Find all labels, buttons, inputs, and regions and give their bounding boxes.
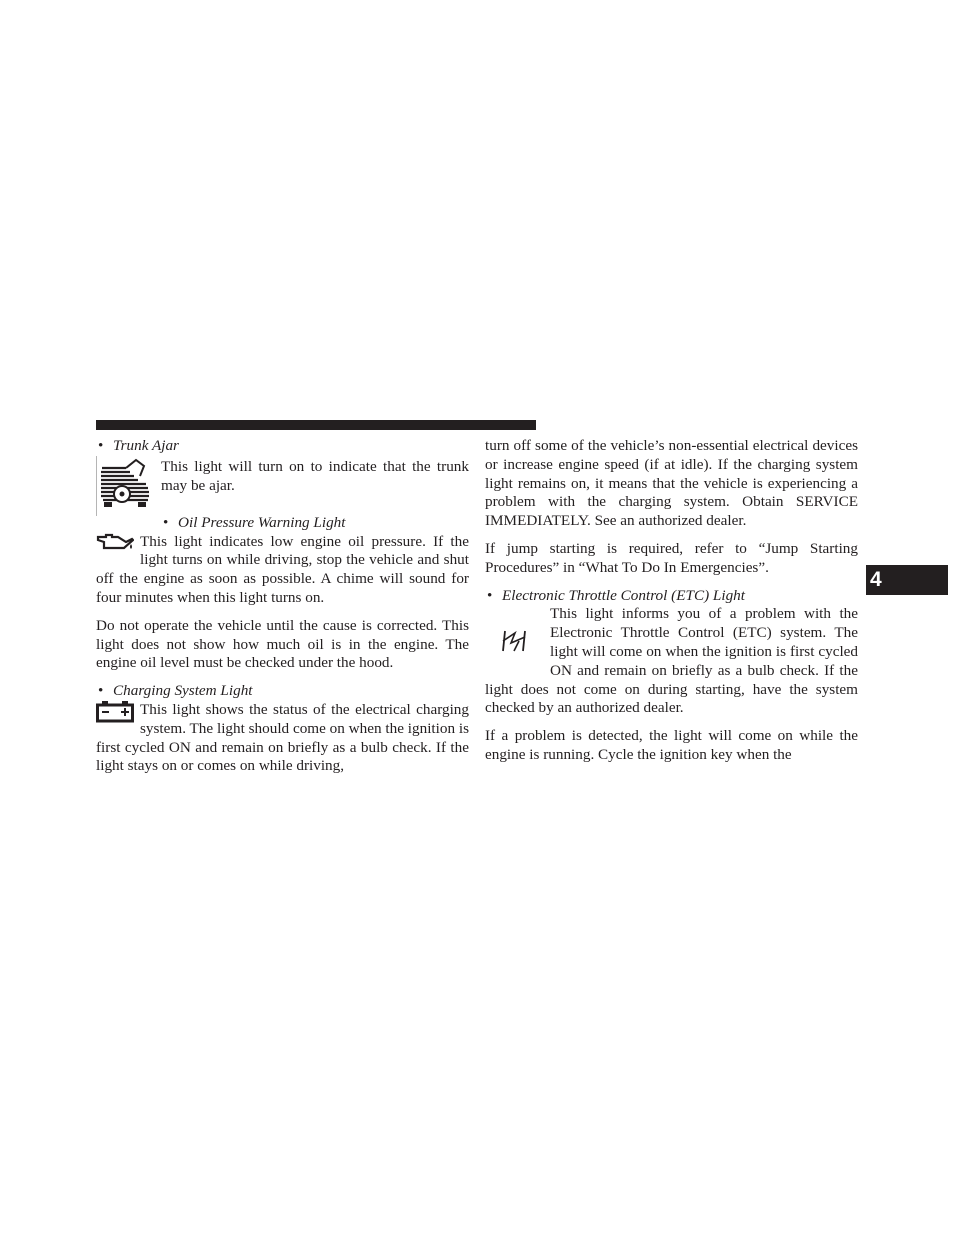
oil-pressure-text: This light indicates low engine oil pressure. If the light turns on while driving, stop the vehicle and shut off the engine as soon as possible. A chime will sound for four minutes when this light turns on. [96, 532, 469, 606]
chapter-tab: 4 [866, 565, 948, 595]
throttle-control-icon [485, 605, 550, 677]
left-column [96, 437, 469, 785]
etc-text: This light informs you of a problem with the Electronic Throttle Control (ETC) system. The light will come on when the ignition is first cycled ON and remain on briefly as a bulb check. If the light does not come on during starting, have the system checked by an authorized dealer. [485, 605, 858, 717]
trunk-ajar-heading: • Trunk Ajar [98, 437, 179, 454]
charging-heading: • Charging System Light [98, 682, 253, 700]
charging-continued-text: turn off some of the vehicle’s non-essential electrical devices or increase engine speed (if at idle). If the charging system light remains on, it means that the vehicle is experiencing a problem with the charging system. Obtain SERVICE IMMEDIATELY. See an authorized dealer. [485, 437, 858, 530]
trunk-ajar-title: Trunk Ajar [113, 437, 179, 454]
oil-pressure-heading: • Oil Pressure Warning Light [163, 513, 346, 531]
oil-can-icon [96, 533, 140, 553]
battery-icon [96, 701, 140, 725]
header-rule [96, 420, 536, 430]
problem-detected-text: If a problem is detected, the light will come on while the engine is running. Cycle the ignition key when the [485, 727, 858, 763]
oil-pressure-section [96, 514, 469, 673]
etc-title: Electronic Throttle Control (ETC) Light [502, 586, 745, 604]
jump-start-text: If jump starting is required, refer to “Jump Starting Procedures” in “What To Do In Emergencies”. [485, 539, 858, 576]
trunk-ajar-icon [96, 456, 161, 516]
oil-pressure-title: Oil Pressure Warning Light [178, 513, 346, 531]
charging-title: Charging System Light [113, 682, 253, 700]
trunk-ajar-section [96, 437, 469, 516]
etc-heading: • Electronic Throttle Control (ETC) Light [487, 586, 745, 604]
etc-section [485, 587, 858, 719]
right-column [485, 437, 858, 774]
charging-section [96, 682, 469, 776]
oil-pressure-text-2: Do not operate the vehicle until the cause is corrected. This light does not show how much oil is in the engine. The engine oil level must be checked under the hood. [96, 616, 469, 672]
charging-text: This light shows the status of the electrical charging system. The light should come on when the ignition is first cycled ON and remain on briefly as a bulb check. If the light stays on or comes on while driving, [96, 700, 469, 775]
trunk-ajar-text: This light will turn on to indicate that the trunk may be ajar. [161, 457, 469, 494]
